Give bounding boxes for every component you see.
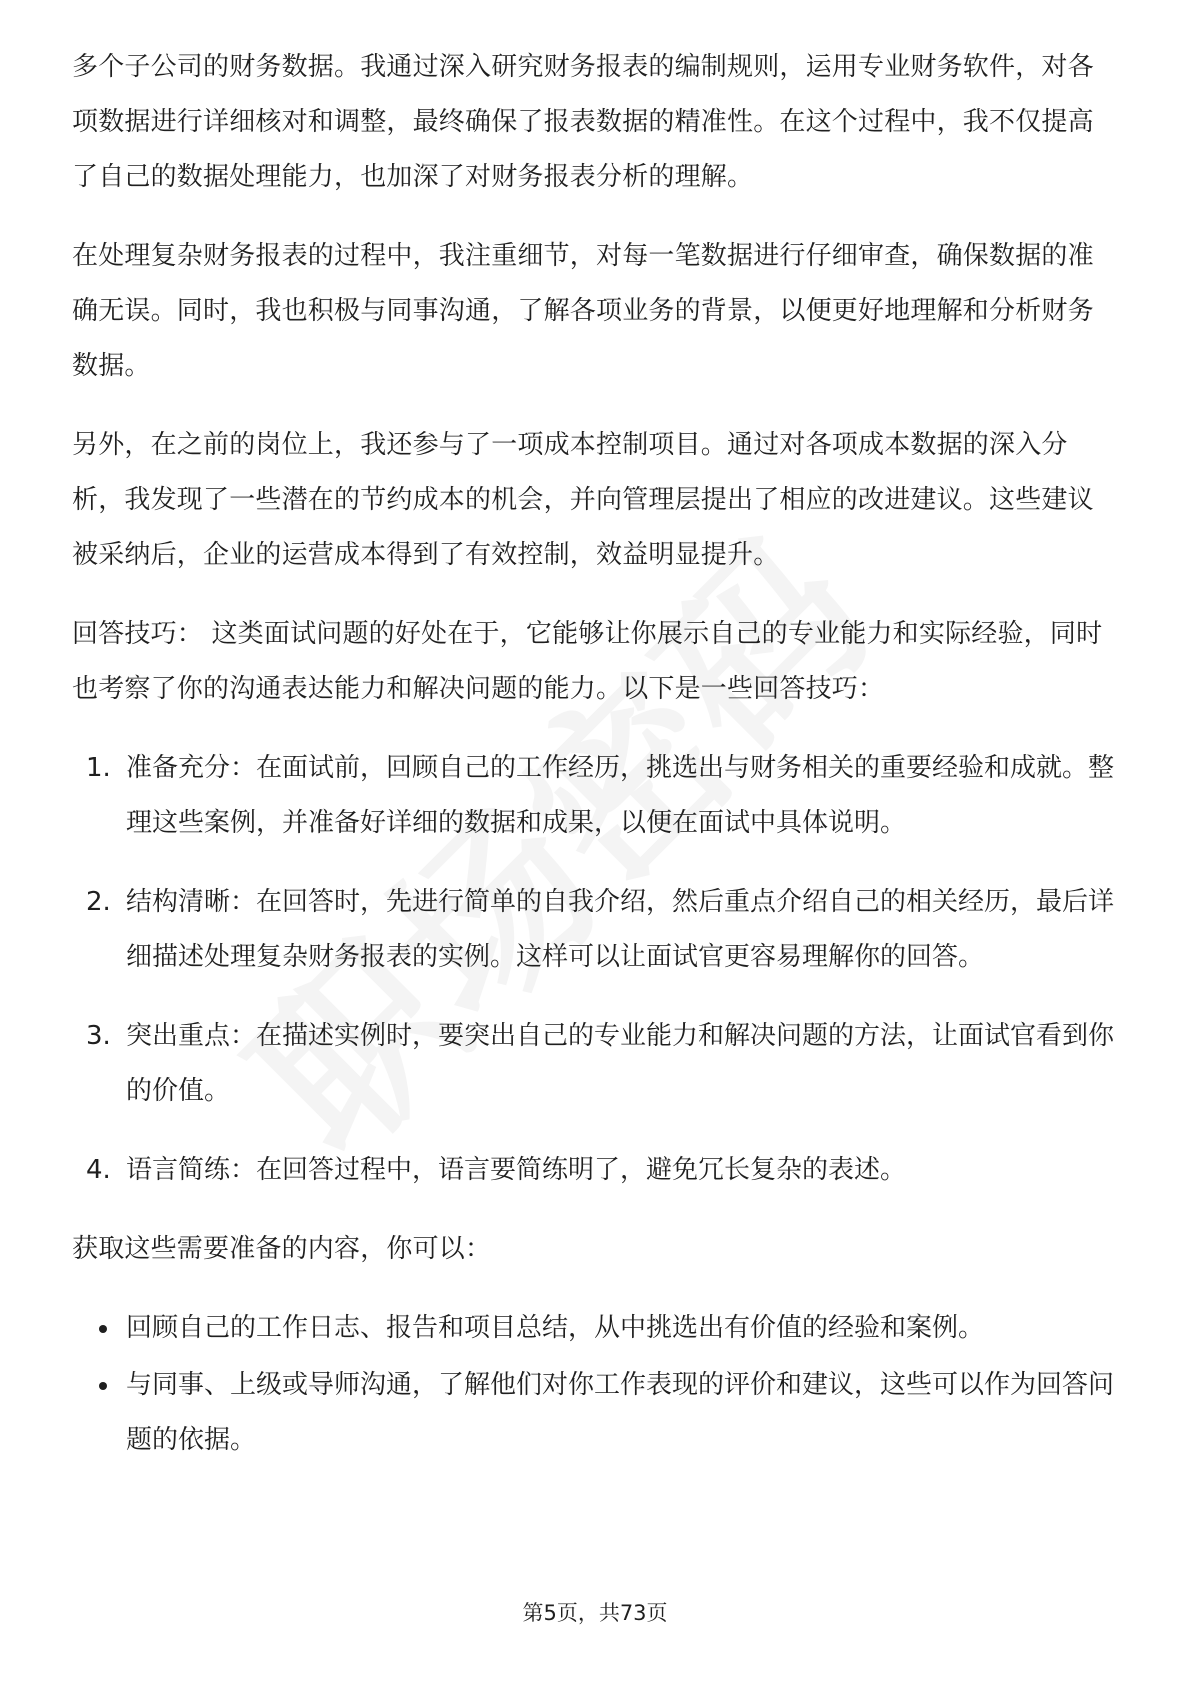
list-item-text: 准备充分：在面试前，回顾自己的工作经历，挑选出与财务相关的重要经验和成就。整理这些案例，并准备好详细的数据和成果，以便在面试中具体说明。 [126, 753, 1115, 838]
list-number: 2. [86, 887, 111, 917]
prep-list [72, 1301, 1118, 1468]
list-number: 4. [86, 1155, 111, 1185]
prep-intro: 获取这些需要准备的内容，你可以： [72, 1234, 492, 1264]
bullet-icon [99, 1325, 107, 1333]
paragraph-financial-data: 多个子公司的财务数据。我通过深入研究财务报表的编制规则，运用专业财务软件，对各项数据进行详细核对和调整，最终确保了报表数据的精准性。在这个过程中，我不仅提高了自己的数据处理能力，也加深了对财务报表分析的理解。 [72, 52, 1094, 192]
paragraph-cost-control: 另外，在之前的岗位上，我还参与了一项成本控制项目。通过对各项成本数据的深入分析，我发现了一些潜在的节约成本的机会，并向管理层提出了相应的改进建议。这些建议被采纳后，企业的运营成本得到了有效控制，效益明显提升。 [72, 430, 1094, 570]
paragraph-detail-review: 在处理复杂财务报表的过程中，我注重细节，对每一笔数据进行仔细审查，确保数据的准确无误。同时，我也积极与同事沟通，了解各项业务的背景，以便更好地理解和分析财务数据。 [72, 241, 1094, 381]
answer-tips-list [72, 741, 1118, 1198]
list-item-text: 结构清晰：在回答时，先进行简单的自我介绍，然后重点介绍自己的相关经历，最后详细描述处理复杂财务报表的实例。这样可以让面试官更容易理解你的回答。 [126, 887, 1115, 972]
list-item-text: 与同事、上级或导师沟通，了解他们对你工作表现的评价和建议，这些可以作为回答问题的依据。 [126, 1370, 1115, 1455]
list-item [72, 875, 1118, 985]
list-item [72, 1301, 1118, 1356]
answer-tips-intro: 回答技巧： 这类面试问题的好处在于，它能够让你展示自己的专业能力和实际经验，同时也考察了你的沟通表达能力和解决问题的能力。以下是一些回答技巧： [72, 619, 1103, 704]
page-number-footer: 第5页，共73页 [522, 1601, 668, 1625]
document-page [72, 40, 1118, 1470]
list-item [72, 1009, 1118, 1119]
list-item-text: 语言简练：在回答过程中，语言要简练明了，避免冗长复杂的表述。 [126, 1155, 907, 1185]
list-item [72, 741, 1118, 851]
list-item-text: 突出重点：在描述实例时，要突出自己的专业能力和解决问题的方法，让面试官看到你的价值。 [126, 1021, 1115, 1106]
list-item [72, 1143, 1118, 1198]
list-number: 3. [86, 1021, 111, 1051]
list-item-text: 回顾自己的工作日志、报告和项目总结，从中挑选出有价值的经验和案例。 [126, 1313, 985, 1343]
list-item [72, 1358, 1118, 1468]
bullet-icon [99, 1382, 107, 1390]
list-number: 1. [86, 753, 111, 783]
